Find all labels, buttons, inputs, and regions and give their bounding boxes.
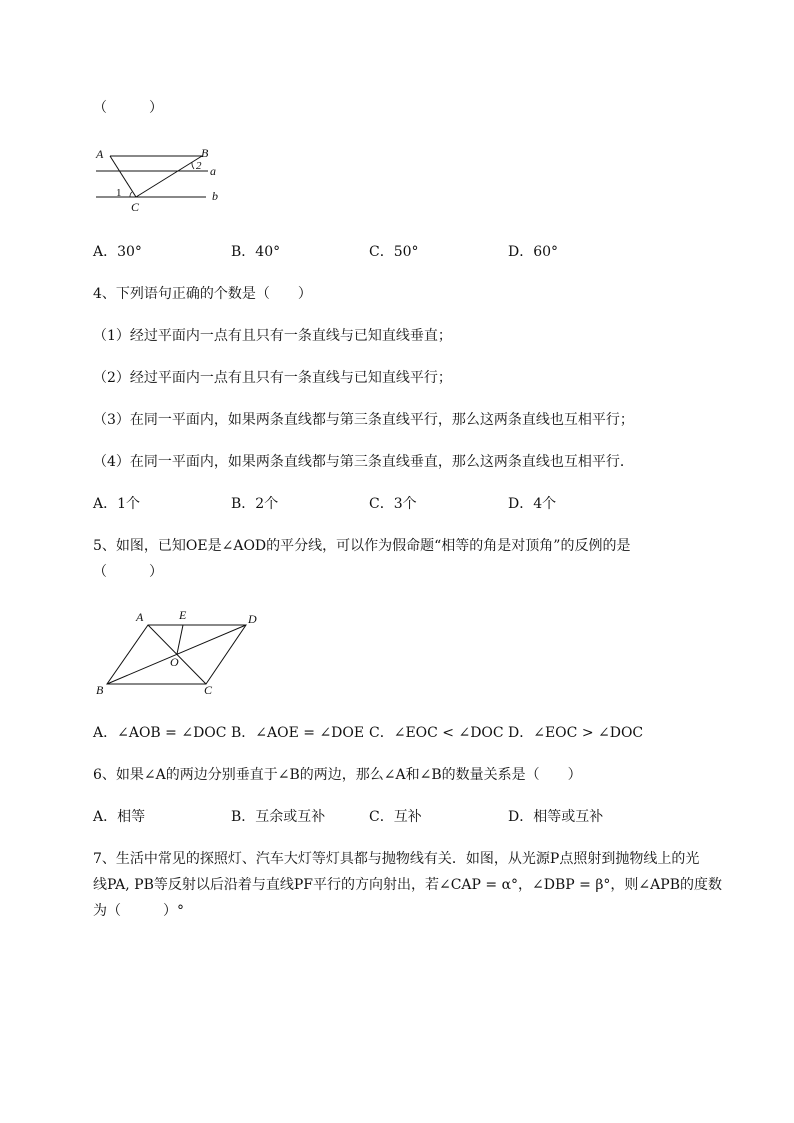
q5-answer-bracket: （ ） — [93, 564, 163, 580]
q4-option-d[interactable]: D．4个 — [508, 496, 557, 512]
q5-label-D: D — [248, 612, 257, 626]
q7-line-2: 线PA, PB等反射以后沿着与直线PF平行的方向射出，若∠CAP = α°，∠DBP = β°，则∠APB的度数 — [93, 877, 722, 893]
q5-label-B: B — [96, 683, 104, 697]
q6-option-c[interactable]: C．互补 — [369, 809, 422, 825]
q5-option-a[interactable]: A．∠AOB = ∠DOC — [93, 725, 227, 741]
q7-line-1: 7、生活中常见的探照灯、汽车大灯等灯具都与抛物线有关．如图，从光源P点照射到抛物线上的光 — [93, 851, 700, 867]
q3-label-A: A — [96, 147, 104, 161]
q5-option-c[interactable]: C．∠EOC < ∠DOC — [369, 725, 504, 741]
q5-option-b[interactable]: B．∠AOE = ∠DOE — [231, 725, 365, 741]
q3-label-b: b — [212, 189, 218, 203]
q3-label-a: a — [210, 164, 216, 178]
q3-label-2: 2 — [196, 160, 202, 172]
q4-option-c[interactable]: C．3个 — [369, 496, 417, 512]
q4-statement-3: （3）在同一平面内，如果两条直线都与第三条直线平行，那么这两条直线也互相平行； — [93, 412, 634, 428]
q4-stem: 4、下列语句正确的个数是（ ） — [93, 286, 312, 302]
q3-option-a[interactable]: A．30° — [93, 244, 142, 260]
q4-statement-4: （4）在同一平面内，如果两条直线都与第三条直线垂直，那么这两条直线也互相平行． — [93, 454, 634, 470]
q6-option-a[interactable]: A．相等 — [93, 809, 146, 825]
q3-figure — [88, 142, 228, 214]
q3-label-B: B — [201, 146, 209, 160]
q3-option-d[interactable]: D．60° — [508, 244, 559, 260]
q3-label-C: C — [131, 200, 140, 214]
q5-label-E: E — [179, 608, 187, 622]
q4-statement-2: （2）经过平面内一点有且只有一条直线与已知直线平行； — [93, 370, 452, 386]
q5-label-O: O — [170, 655, 179, 669]
q4-option-a[interactable]: A．1个 — [93, 496, 141, 512]
q6-option-b[interactable]: B．互余或互补 — [231, 809, 326, 825]
q5-option-d[interactable]: D．∠EOC > ∠DOC — [508, 725, 644, 741]
q7-line-3: 为（ ）° — [93, 903, 184, 919]
q5-stem: 5、如图，已知OE是∠AOD的平分线，可以作为假命题“相等的角是对顶角”的反例的是 — [93, 538, 631, 554]
q6-option-d[interactable]: D．相等或互补 — [508, 809, 604, 825]
q5-label-C: C — [204, 683, 213, 697]
q5-label-A: A — [136, 610, 144, 624]
q5-figure — [90, 606, 270, 698]
q3-option-c[interactable]: C．50° — [369, 244, 419, 260]
q4-option-b[interactable]: B．2个 — [231, 496, 279, 512]
q4-statement-1: （1）经过平面内一点有且只有一条直线与已知直线垂直； — [93, 328, 452, 344]
q3-answer-bracket: （ ） — [93, 100, 163, 116]
q3-label-1: 1 — [116, 187, 122, 199]
q3-option-b[interactable]: B．40° — [231, 244, 281, 260]
q6-stem: 6、如果∠A的两边分别垂直于∠B的两边，那么∠A和∠B的数量关系是（ ） — [93, 767, 582, 783]
